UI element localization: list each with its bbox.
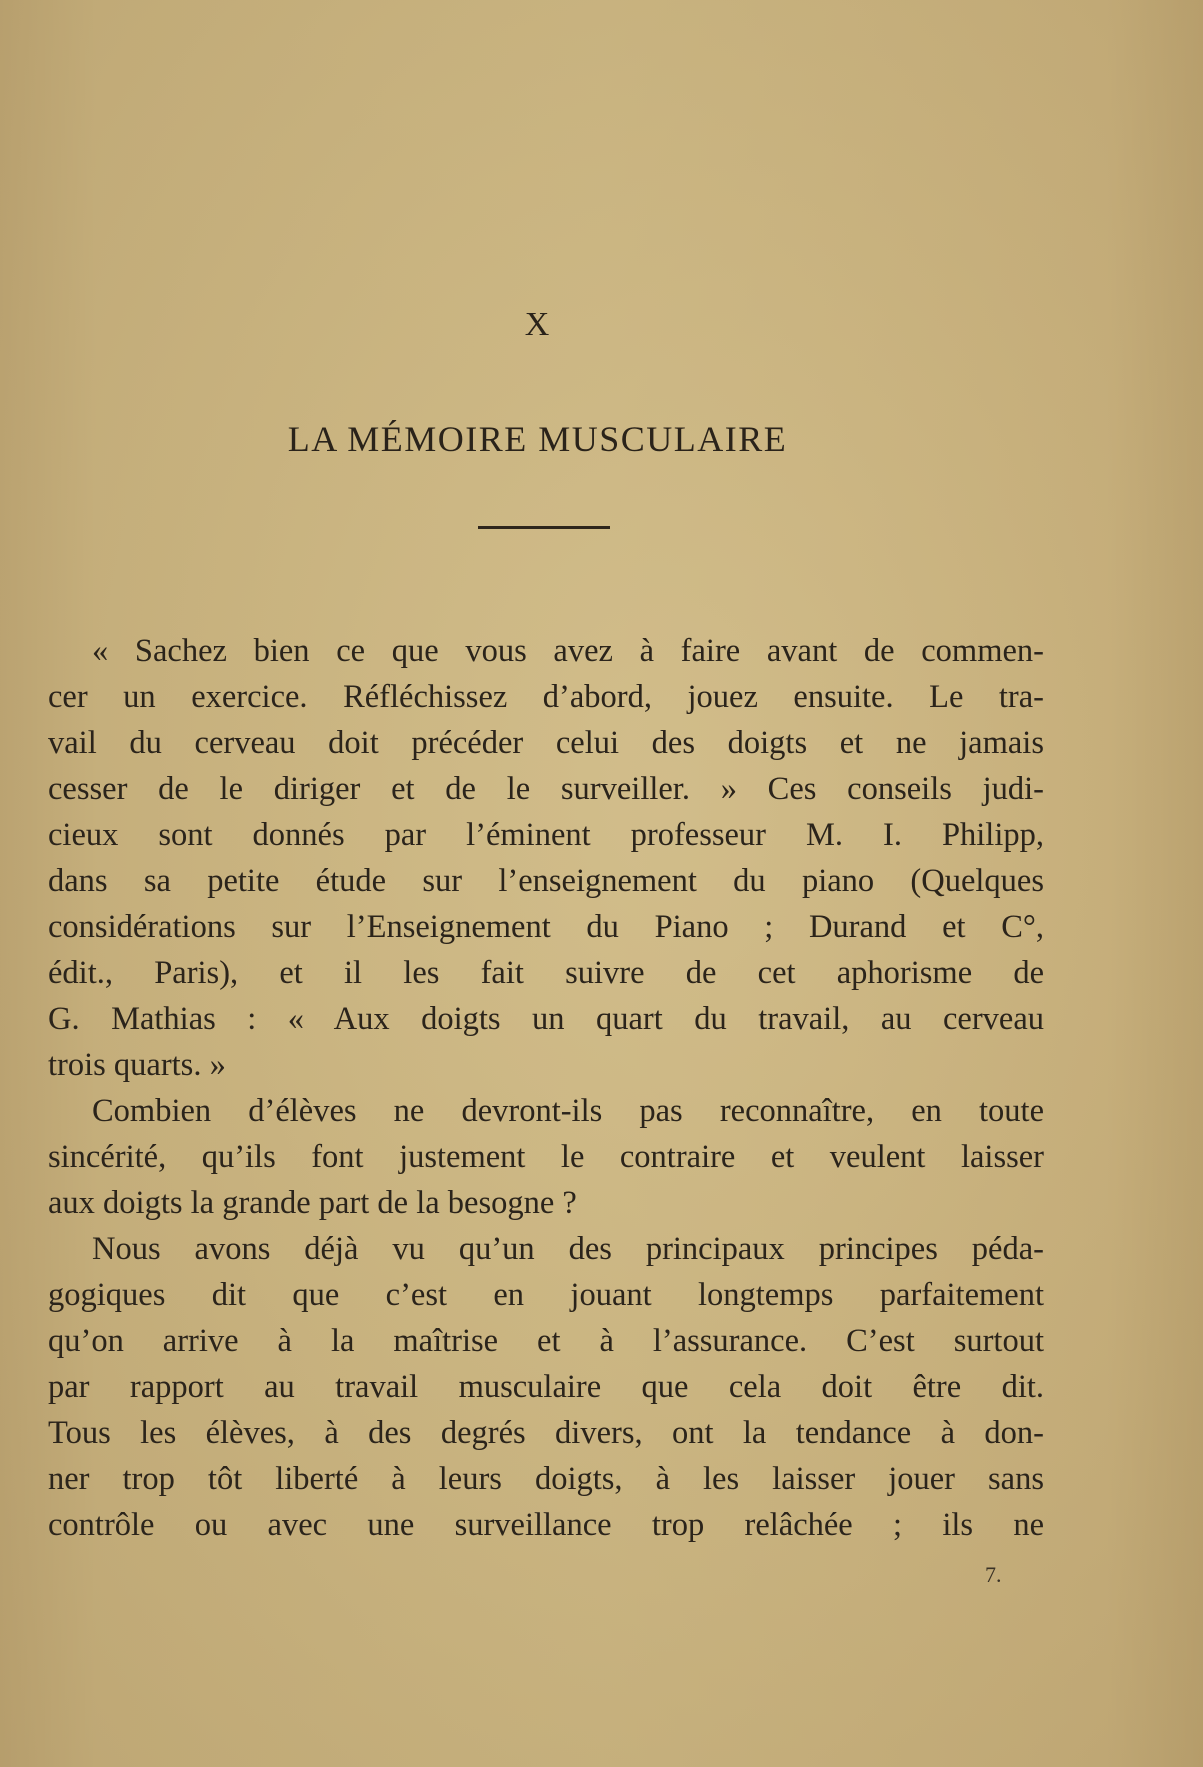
- text-line: « Sachez bien ce que vous avez à faire avant de commen-: [92, 633, 1044, 669]
- page-folio: 7.: [985, 1562, 1002, 1587]
- text-line: cieux sont donnés par l’éminent professeur M. I. Philipp,: [48, 817, 1044, 853]
- text-line: édit., Paris), et il les fait suivre de cet aphorisme de: [48, 955, 1044, 991]
- text-line: trois quarts. »: [48, 1047, 226, 1083]
- text-line: par rapport au travail musculaire que cela doit être dit.: [48, 1369, 1044, 1405]
- title-rule: [478, 526, 610, 529]
- text-line: ner trop tôt liberté à leurs doigts, à les laisser jouer sans: [48, 1461, 1044, 1497]
- text-line: cesser de le diriger et de le surveiller. » Ces conseils judi-: [48, 771, 1044, 807]
- text-line: considérations sur l’Enseignement du Piano ; Durand et C°,: [48, 909, 1044, 945]
- text-line: G. Mathias : « Aux doigts un quart du travail, au cerveau: [48, 1001, 1044, 1037]
- text-line: aux doigts la grande part de la besogne ?: [48, 1185, 577, 1221]
- body-text: [48, 628, 1044, 1548]
- text-line: qu’on arrive à la maîtrise et à l’assurance. C’est surtout: [48, 1323, 1044, 1359]
- text-line: Tous les élèves, à des degrés divers, ont la tendance à don-: [48, 1415, 1044, 1451]
- chapter-title: LA MÉMOIRE MUSCULAIRE: [287, 419, 788, 459]
- text-line: cer un exercice. Réfléchissez d’abord, jouez ensuite. Le tra-: [48, 679, 1044, 715]
- text-line: sincérité, qu’ils font justement le contraire et veulent laisser: [48, 1139, 1044, 1175]
- text-line: Combien d’élèves ne devront-ils pas reconnaître, en toute: [92, 1093, 1044, 1129]
- text-line: contrôle ou avec une surveillance trop relâchée ; ils ne: [48, 1507, 1044, 1543]
- text-line: gogiques dit que c’est en jouant longtemps parfaitement: [48, 1277, 1044, 1313]
- text-line: Nous avons déjà vu qu’un des principaux principes péda-: [92, 1231, 1044, 1267]
- text-line: vail du cerveau doit précéder celui des doigts et ne jamais: [48, 725, 1044, 761]
- chapter-number: X: [524, 306, 551, 343]
- text-line: dans sa petite étude sur l’enseignement du piano (Quelques: [48, 863, 1044, 899]
